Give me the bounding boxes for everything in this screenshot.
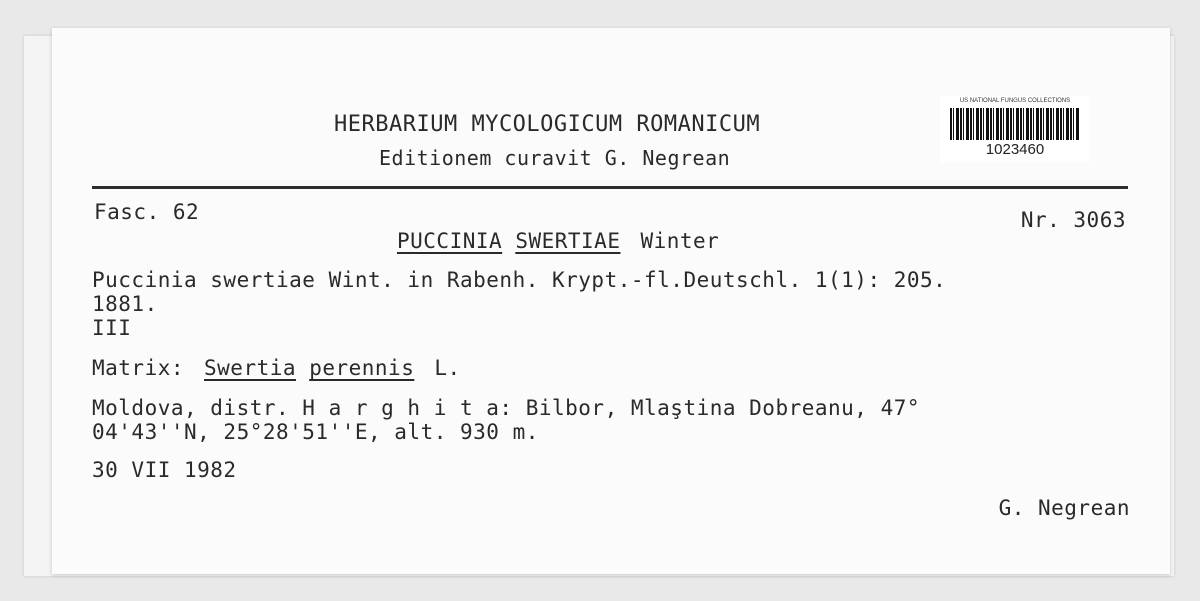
barcode-sticker bbox=[940, 96, 1090, 162]
label-subtitle: Editionem curavit G. Negrean bbox=[379, 146, 731, 170]
species-genus: PUCCINIA bbox=[397, 229, 503, 253]
matrix-line bbox=[92, 358, 461, 379]
citation-line-2: 1881. bbox=[92, 292, 158, 316]
species-epithet: SWERTIAE bbox=[515, 229, 621, 253]
barcode-icon bbox=[950, 108, 1080, 140]
collector-name: G. Negrean bbox=[998, 496, 1130, 520]
barcode-number: 1023460 bbox=[985, 141, 1045, 158]
label-title: HERBARIUM MYCOLOGICUM ROMANICUM bbox=[334, 112, 761, 137]
fascicle-number: Fasc. 62 bbox=[94, 200, 200, 224]
header-divider bbox=[92, 186, 1128, 189]
herbarium-label bbox=[52, 28, 1170, 574]
host-author: L. bbox=[434, 356, 461, 380]
host-epithet: perennis bbox=[309, 356, 415, 380]
exsiccata-number: Nr. 3063 bbox=[1020, 208, 1126, 232]
locality-line-2: 04'43''N, 25°28'51''E, alt. 930 m. bbox=[92, 420, 539, 444]
barcode-caption: US NATIONAL FUNGUS COLLECTIONS bbox=[959, 98, 1071, 104]
host-genus: Swertia bbox=[204, 356, 297, 380]
matrix-label: Matrix: bbox=[92, 356, 185, 380]
species-name bbox=[397, 231, 719, 252]
collection-date: 30 VII 1982 bbox=[92, 458, 237, 482]
citation-line-1: Puccinia swertiae Wint. in Rabenh. Krypt.-fl.Deutschl. 1(1): 205. bbox=[92, 268, 947, 292]
locality-line-1: Moldova, distr. H a r g h i t a: Bilbor, Mlaştina Dobreanu, 47° bbox=[92, 396, 921, 420]
species-author: Winter bbox=[640, 229, 720, 253]
spore-stage: III bbox=[92, 316, 132, 340]
